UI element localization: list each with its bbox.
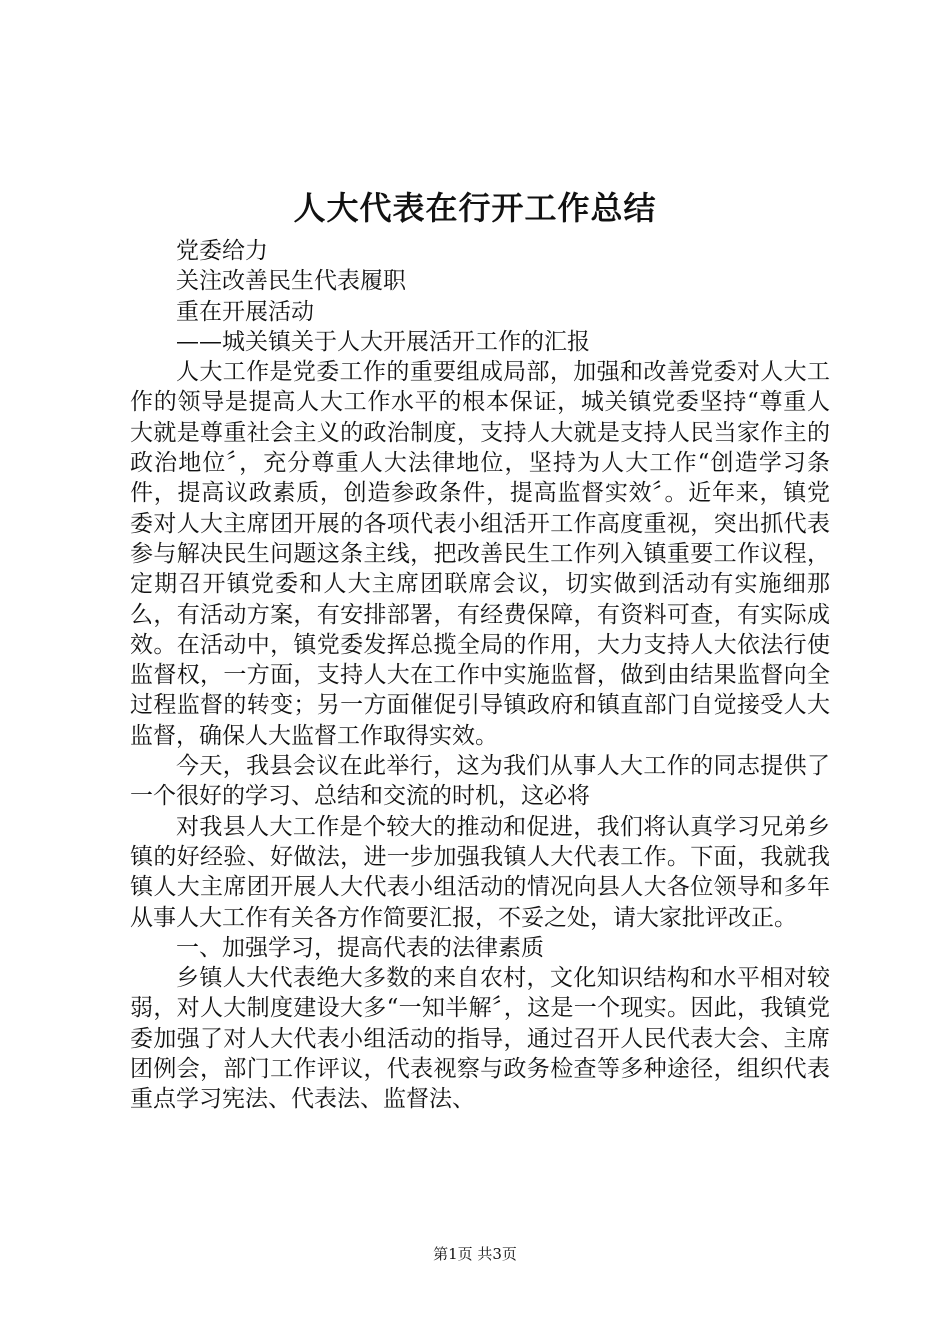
subtitle-line-2: 关注改善民生代表履职 <box>176 268 406 295</box>
body-paragraph: 乡镇人大代表绝大多数的来自农村，文化知识结构和水平相对较弱，对人大制度建设大多“一知半解〞，这是一个现实。因此，我镇党委加强了对人大代表小组活动的指导，通过召开人民代表大会、主席团例会，部门工作评议，代表视察与政务检查等多种途径，组织代表重点学习宪法、代表法、监督法、 <box>130 965 830 1113</box>
document-title: 人大代表在行开工作总结 <box>293 189 657 227</box>
body-paragraph: 人大工作是党委工作的重要组成局部，加强和改善党委对人大工作的领导是提高人大工作水平的根本保证，城关镇党委坚持“尊重人大就是尊重社会主义的政治制度，支持人大就是支持人民当家作主的政治地位〞，充分尊重人大法律地位，坚持为人大工作“创造学习条件，提高议政素质，创造参政条件，提高监督实效〞。近年来，镇党委对人大主席团开展的各项代表小组活开工作高度重视，突出抓代表参与解决民生问题这条主线，把改善民生工作列入镇重要工作议程，定期召开镇党委和人大主席团联席会议，切实做到活动有实施细那么，有活动方案，有安排部署，有经费保障，有资料可查，有实际成效。在活动中，镇党委发挥总揽全局的作用，大力支持人大依法行使监督权，一方面，支持人大在工作中实施监督，做到由结果监督向全过程监督的转变；另一方面催促引导镇政府和镇直部门自觉接受人大监督，确保人大监督工作取得实效。 <box>130 359 830 749</box>
subtitle-line-3: 重在开展活动 <box>176 298 314 325</box>
body-paragraph: 今天，我县会议在此举行，这为我们从事人大工作的同志提供了一个很好的学习、总结和交流的时机，这必将 <box>130 753 830 810</box>
subtitle-report-line: ——城关镇关于人大开展活开工作的汇报 <box>176 328 590 355</box>
page-footer: 第1页 共3页 <box>433 1245 517 1263</box>
section-heading: 一、加强学习，提高代表的法律素质 <box>176 934 544 961</box>
subtitle-line-1: 党委给力 <box>176 238 268 264</box>
body-paragraph: 对我县人大工作是个较大的推动和促进，我们将认真学习兄弟乡镇的好经验、好做法，进一步加强我镇人大代表工作。下面，我就我镇人大主席团开展人大代表小组活动的情况向县人大各位领导和多年从事人大工作有关各方作简要汇报，不妥之处，请大家批评改正。 <box>130 813 830 931</box>
document-body <box>130 236 830 1115</box>
